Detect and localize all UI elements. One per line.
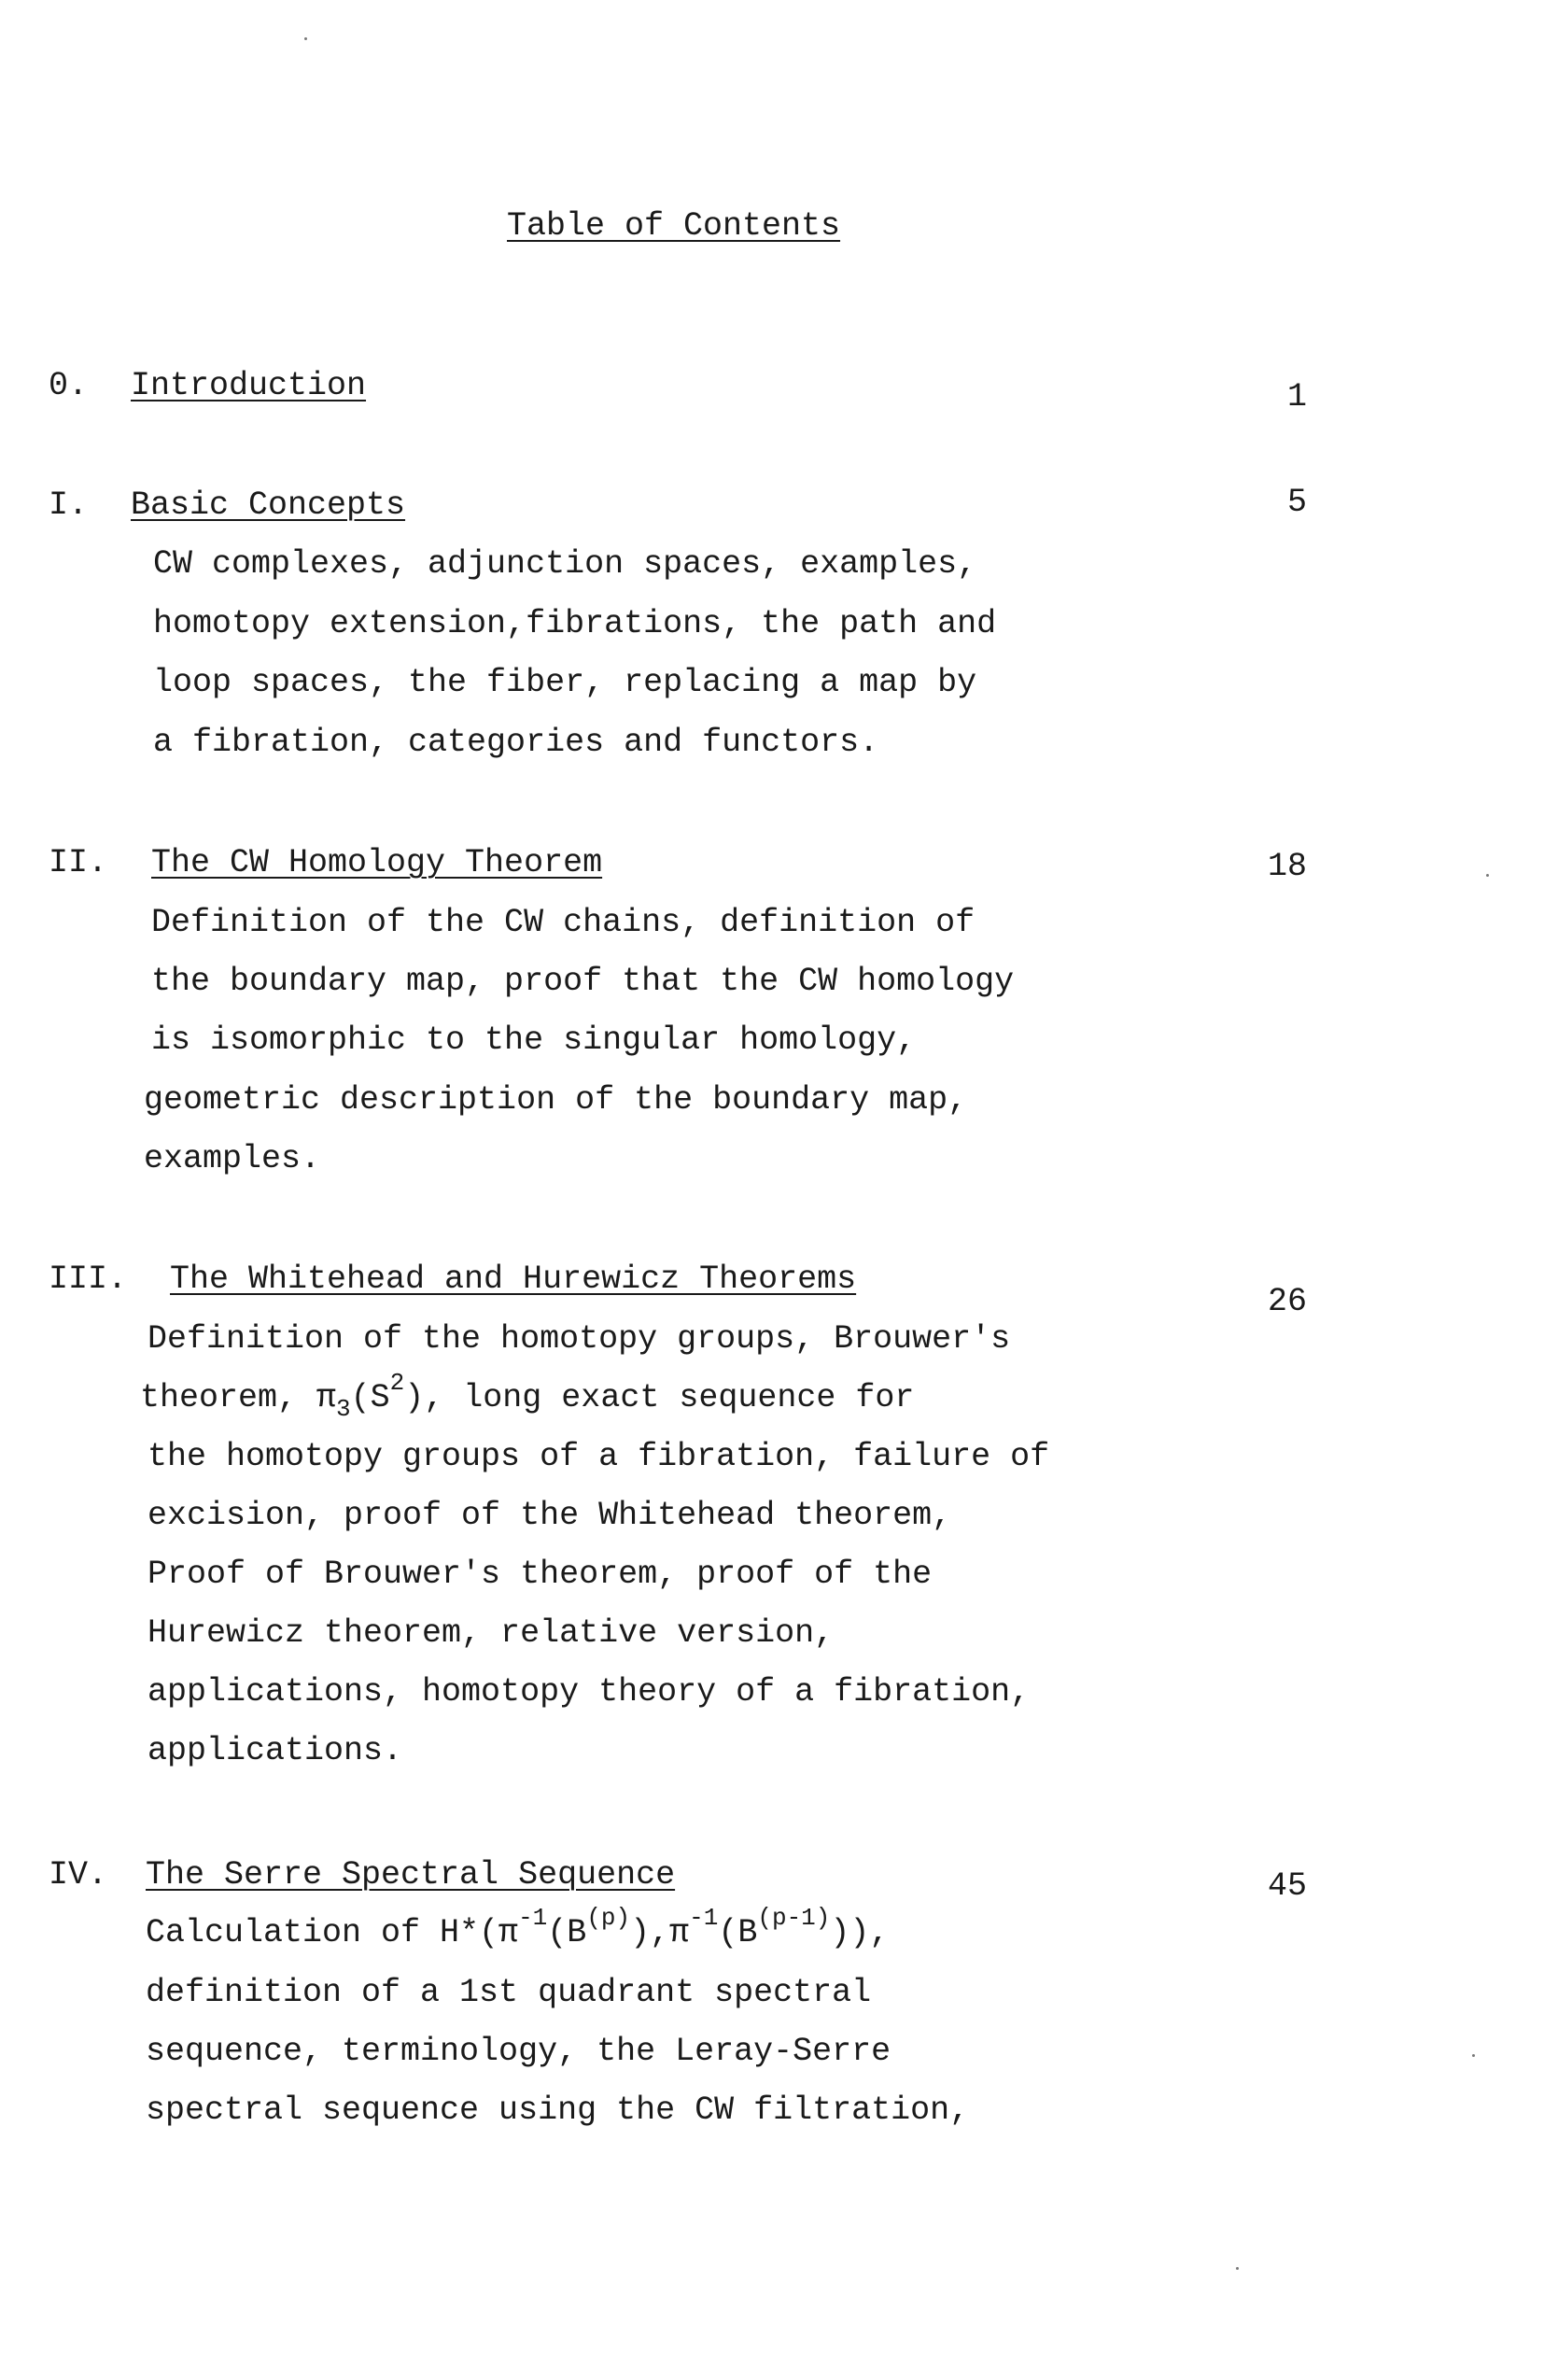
section-description-line: CW complexes, adjunction spaces, examples, [153,545,977,583]
section-description-line: geometric description of the boundary map, [144,1081,968,1119]
section-description-line: excision, proof of the Whitehead theorem, [147,1497,952,1534]
formula-text: (B [718,1914,758,1951]
section-description-line: examples. [144,1140,321,1177]
section-description-line: Definition of the CW chains, definition of [151,904,976,941]
section-description-line: loop spaces, the fiber, replacing a map by [153,664,977,701]
section-description-line: Definition of the homotopy groups, Brouwer's [147,1320,1011,1358]
formula-text: Calculation of H*(π [146,1914,519,1951]
section-description-line: the boundary map, proof that the CW homology [151,963,1015,1000]
formula-text: ), long exact sequence for [404,1379,915,1416]
section-description-line: applications, homotopy theory of a fibration, [147,1673,1031,1711]
section-description-line: the homotopy groups of a fibration, failure of [147,1438,1050,1475]
section-description-line: applications. [147,1732,403,1769]
section-description-line: Hurewicz theorem, relative version, [147,1614,835,1652]
section-description-line: Proof of Brouwer's theorem, proof of the [147,1556,933,1593]
section-description-line: definition of a 1st quadrant spectral [146,1974,872,2011]
section-number: 0. [49,367,89,404]
section-heading: The CW Homology Theorem [151,844,603,881]
section-description-line: a fibration, categories and functors. [153,724,879,761]
section-heading: Basic Concepts [131,486,406,524]
section-description-line [140,1369,915,1423]
section-page-number: 5 [1287,484,1308,521]
scan-speck [1236,2267,1239,2270]
section-description-line: spectral sequence using the CW filtration, [146,2091,970,2129]
section-page-number: 45 [1268,1867,1308,1905]
formula-text: (S [350,1379,390,1416]
section-page-number: 18 [1268,848,1308,885]
page-title: Table of Contents [507,207,841,245]
section-description-line: is isomorphic to the singular homology, [151,1021,917,1059]
formula-text: (B [547,1914,587,1951]
formula-superscript: -1 [689,1904,719,1932]
formula-subscript: 3 [336,1395,351,1423]
section-description-line: homotopy extension,fibrations, the path and [153,605,997,642]
formula-text: ),π [630,1914,690,1951]
section-number: IV. [49,1856,108,1894]
scan-speck [1486,874,1489,877]
section-heading: Introduction [131,367,367,404]
section-number: I. [49,486,89,524]
formula-superscript: -1 [518,1904,548,1932]
section-heading: The Whitehead and Hurewicz Theorems [170,1260,857,1298]
formula-superscript: (p-1) [757,1904,831,1932]
section-page-number: 1 [1287,378,1308,415]
scan-speck [304,37,307,40]
formula-text: theorem, π [140,1379,337,1416]
formula-superscript: 2 [389,1369,405,1397]
formula-text: )), [830,1914,890,1951]
section-description-line [146,1904,890,1953]
section-description-line: sequence, terminology, the Leray-Serre [146,2033,891,2070]
section-page-number: 26 [1268,1283,1308,1320]
section-heading: The Serre Spectral Sequence [146,1856,676,1894]
scan-speck [1472,2054,1475,2057]
section-number: II. [49,844,108,881]
formula-superscript: (p) [586,1904,631,1932]
section-number: III. [49,1260,128,1298]
